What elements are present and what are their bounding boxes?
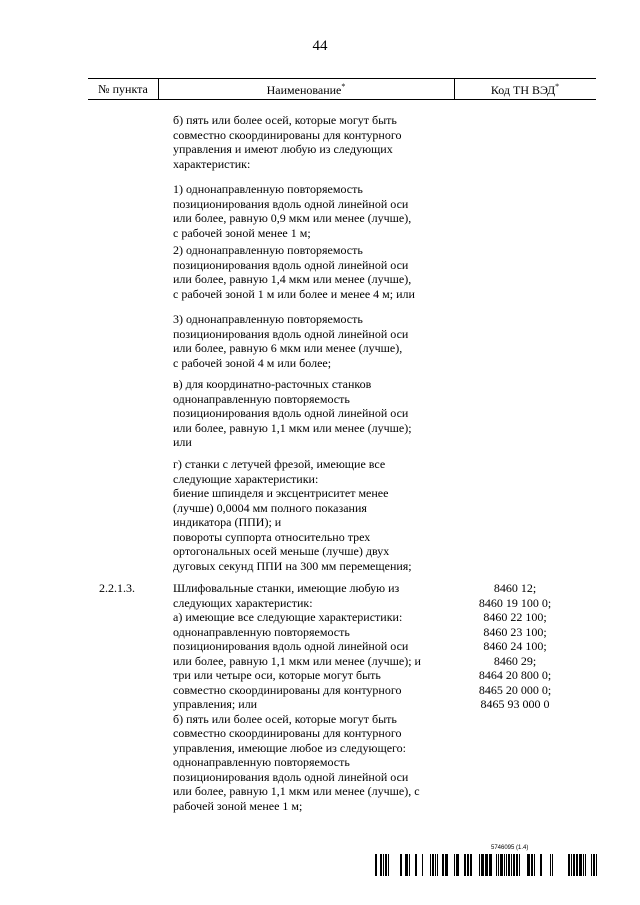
page-number: 44 (312, 38, 328, 54)
paragraph-2: 2) однонаправленную повторяемость позиционирования вдоль одной линейной оси или более, равную 1,4 мкм или менее (лучше), с рабочей зоной 1 м или более и менее 4 м; или (173, 243, 415, 301)
header-name: Наименование* (266, 82, 346, 97)
paragraph-b: б) пять или более осей, которые могут быть совместно скоординированы для контурного управления и имеют любую из следующих характеристик: (173, 113, 402, 171)
paragraph-1: 1) однонаправленную повторяемость позиционирования вдоль одной линейной оси или более, равную 0,9 мкм или менее (лучше), с рабочей зоной менее 1 м; (173, 182, 412, 240)
header-name-footnote-mark: * (341, 82, 346, 91)
entry-codes: 8460 12; 8460 19 100 0; 8460 22 100; 8460 23 100; 8460 24 100; 8460 29; 8464 20 800 0; 8465 20 000 0; 8465 93 000 0 (478, 581, 552, 711)
paragraph-g: г) станки с летучей фрезой, имеющие все следующие характеристики: биение шпинделя и эксцентриситет менее (лучше) 0,0004 мм полного показания индикатора (ППИ); и повороты суппорта относительно трех ортогональных осей меньше (лучше) двух дуговых секунд ППИ на 300 мм перемещения; (173, 457, 412, 573)
entry-text: Шлифовальные станки, имеющие любую из следующих характеристик: а) имеющие все следующие характеристики: однонаправленную повторяемость позиционирования вдоль одной линейной оси или более, равную 1,1 мкм или менее (лучше); и три или четыре оси, которые могут быть совместно скоординированы для контурного управления; или б) пять или более осей, которые могут быть совместно скоординированы для контурного управления, имеющие любое из следующего: однонаправленную повторяемость позиционирования вдоль одной линейной оси или более, равную 1,1 мкм или менее (лучше), с рабочей зоной менее 1 м; (173, 581, 421, 813)
header-number: № пункта (98, 82, 148, 96)
header-code-footnote-mark: * (555, 82, 560, 91)
paragraph-3: 3) однонаправленную повторяемость позиционирования вдоль одной линейной оси или более, равную 6 мкм или менее (лучше), с рабочей зоной 4 м или более; (173, 312, 409, 370)
paragraph-v: в) для координатно-расточных станков однонаправленную повторяемость позиционирования вдоль одной линейной оси или более, равную 1,1 мкм или менее (лучше); или (173, 377, 412, 449)
header-code: Код ТН ВЭД* (490, 82, 560, 97)
entry-number: 2.2.1.3. (99, 581, 135, 595)
barcode-label: 5746095 (1.4) (491, 845, 529, 851)
table-header (88, 78, 596, 100)
barcode-image (375, 854, 597, 876)
